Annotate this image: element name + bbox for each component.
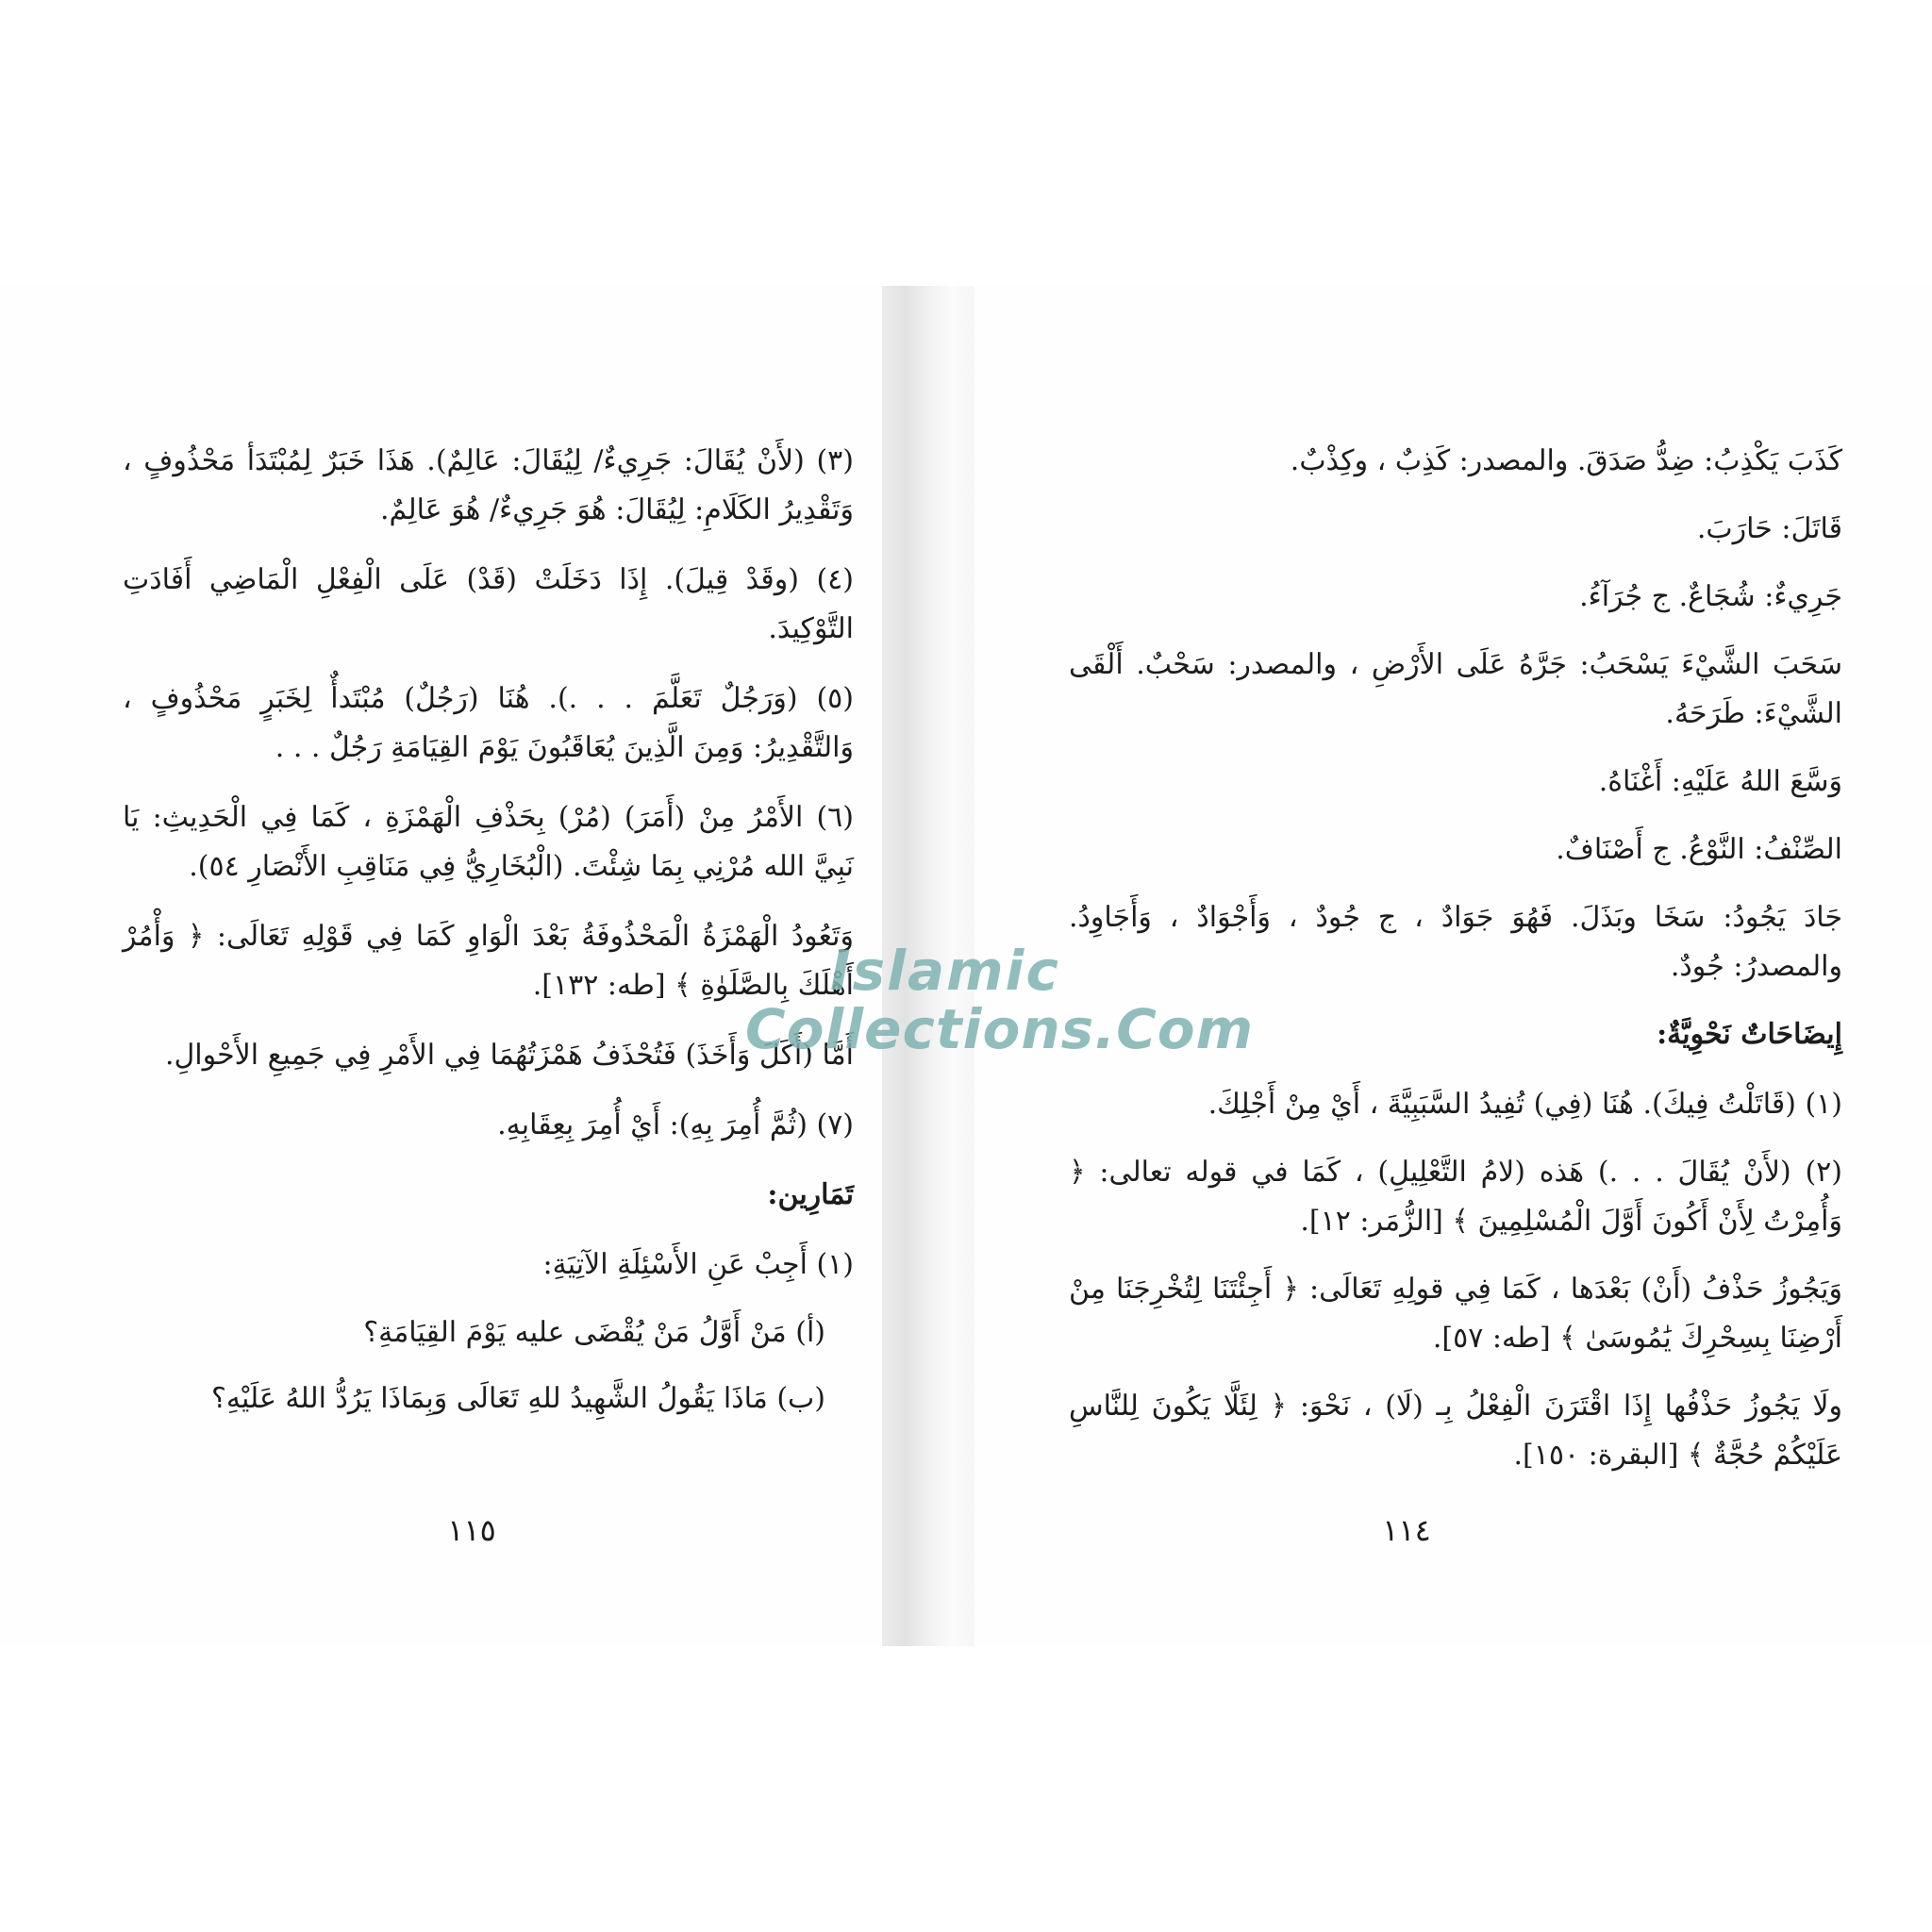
exercise-1b: (ب) مَاذَا يَقُولُ الشَّهِيدُ للهِ تَعَالَى وَبِمَاذَا يَرُدُّ اللهُ عَلَيْهِ؟ <box>211 1382 825 1415</box>
note-3: (٣) (لأَنْ يُقَالَ: جَرِيءٌ/ لِيُقَالَ: عَالِمٌ). هَذَا خَبَرٌ لِمُبْتَدَأ مَحْذُوفٍ ، وَتَقْدِيرُ الكَلَامِ: لِيُقَالَ: هُوَ جَرِيءٌ/ هُوَ عَالِمٌ. <box>123 444 855 526</box>
watermark-line-1: Islamic <box>830 939 1060 1003</box>
watermark-line-2: Collections.Com <box>745 997 1255 1061</box>
page-114 <box>974 286 1932 1646</box>
page-number-114: ١١٤ <box>1382 1512 1431 1548</box>
book-gutter <box>882 286 974 1646</box>
page-115 <box>0 286 882 1646</box>
definition-kadhaba: كَذَبَ يَكْذِبُ: ضِدُّ صَدَقَ. والمصدر: كَذِبٌ ، وكِذْبٌ. <box>1290 444 1842 477</box>
note-6-hamza: وَتَعُودُ الْهَمْزَةُ الْمَحْذُوفَةُ بَعْدَ الْوَاوِ كَمَا فِي قَوْلِهِ تَعَالَى: ﴿ وَأْمُرْ أَهْلَكَ بِالصَّلَوٰةِ ﴾ [طه: ١٣٢]. <box>123 920 854 1002</box>
definition-jari: جَرِيءٌ: شُجَاعٌ. ج جُرَآءُ. <box>1579 580 1842 613</box>
grammar-note-2-la: ولَا يَجُوزُ حَذْفُها إِذَا اقْتَرَنَ الْفِعْلُ بِـ (لَا) ، نَحْوَ: ﴿ لِئَلَّا يَكُونَ لِلنَّاسِ عَلَيْكُمْ حُجَّةٌ ﴾ [البقرة: ١٥٠]. <box>1069 1390 1842 1472</box>
note-4: (٤) (وقَدْ قِيلَ). إِذَا دَخَلَتْ (قَدْ) عَلَى الْفِعْلِ الْمَاضِي أَفَادَتِ التَّوْكِيدَ. <box>123 563 854 645</box>
page-114-body <box>1069 437 1842 1499</box>
note-5: (٥) (وَرَجُلٌ تَعَلَّمَ . . .). هُنَا (رَجُلٌ) مُبْتَدأٌ لِخَبَرٍ مَحْذُوفٍ ، وَالتَّقْدِيرُ: وَمِنَ الَّذِينَ يُعَاقَبُونَ يَوْمَ القِيَامَةِ رَجُلٌ . . . <box>123 682 854 764</box>
definition-sahaba: سَحَبَ الشَّيْءَ يَسْحَبُ: جَرَّهُ عَلَى الأَرْضِ ، والمصدر: سَحْبٌ. أَلْقَى الشَّيْءَ: طَرَحَهُ. <box>1069 648 1842 730</box>
grammar-note-2-omission: وَيَجُوزُ حَذْفُ (أَنْ) بَعْدَها ، كَمَا فِي قولِهِ تَعَالَى: ﴿ أَجِئْتَنَا لِتُخْرِجَنَا مِنْ أَرْضِنَا بِسِحْرِكَ يَٰمُوسَىٰ ﴾ [طه: ٥٧]. <box>1069 1273 1842 1355</box>
note-6: (٦) الأَمْرُ مِنْ (أَمَرَ) (مُرْ) بِحَذْفِ الْهَمْزَةِ ، كَمَا فِي الْحَدِيثِ: يَا نَبِيَّ الله مُرْنِي بِمَا شِئْتَ. (الْبُخَارِيُّ فِي مَنَاقِبِ الأَنْصَارِ ٥٤). <box>123 801 854 883</box>
grammar-note-1: (١) (قَاتَلْتُ فِيكَ). هُنَا (فِي) تُفِيدُ السَّبَبِيَّةَ ، أَيْ مِنْ أَجْلِكَ. <box>1208 1088 1842 1121</box>
page-115-body <box>123 437 854 1441</box>
grammar-note-2: (٢) (لأَنْ يُقَالَ . . .) هَذه (لامُ التَّعْلِيلِ) ، كَمَا في قوله تعالى: ﴿ وَأُمِرْتُ لِأَنْ أَكُونَ أَوَّلَ الْمُسْلِمِينَ ﴾ [الزُّمَر: ١٢]. <box>1069 1156 1842 1238</box>
note-7: (٧) (ثُمَّ أُمِرَ بِهِ): أَيْ أُمِرَ بِعِقَابِهِ. <box>497 1108 854 1141</box>
exercise-1: (١) أَجِبْ عَنِ الأَسْئِلَةِ الآتِيَةِ: <box>542 1248 854 1281</box>
grammar-heading: إِيضَاحَاتٌ نَحْوِيَّةٌ: <box>1657 1018 1842 1051</box>
definition-qatala: قَاتَلَ: حَارَبَ. <box>1696 512 1842 545</box>
exercises-heading: تَمَارِين: <box>767 1178 854 1211</box>
definition-wassaa: وَسَّعَ اللهُ عَلَيْهِ: أَغْنَاهُ. <box>1598 765 1842 798</box>
exercise-1a: (أ) مَنْ أَوَّلُ مَنْ يُقْضَى عليه يَوْمَ القِيَامَةِ؟ <box>363 1316 825 1349</box>
definition-jada: جَادَ يَجُودُ: سَخَا وبَذَلَ. فَهُوَ جَوَادٌ ، ج جُودٌ ، وَأَجْوَادٌ ، وَأَجَاوِدُ. والمصدرُ: جُودٌ. <box>1069 901 1842 983</box>
note-6-akala: أَمَّا (أَكَلَ وَأَخَذَ) فَتُحْذَفُ هَمْزَتُهُمَا فِي الأَمْرِ فِي جَمِيعِ الأَحْوالِ. <box>164 1039 854 1072</box>
page-number-115: ١١٥ <box>447 1512 496 1548</box>
definition-sinf: الصِّنْفُ: النَّوْعُ. ج أَصْنَافٌ. <box>1556 833 1842 866</box>
